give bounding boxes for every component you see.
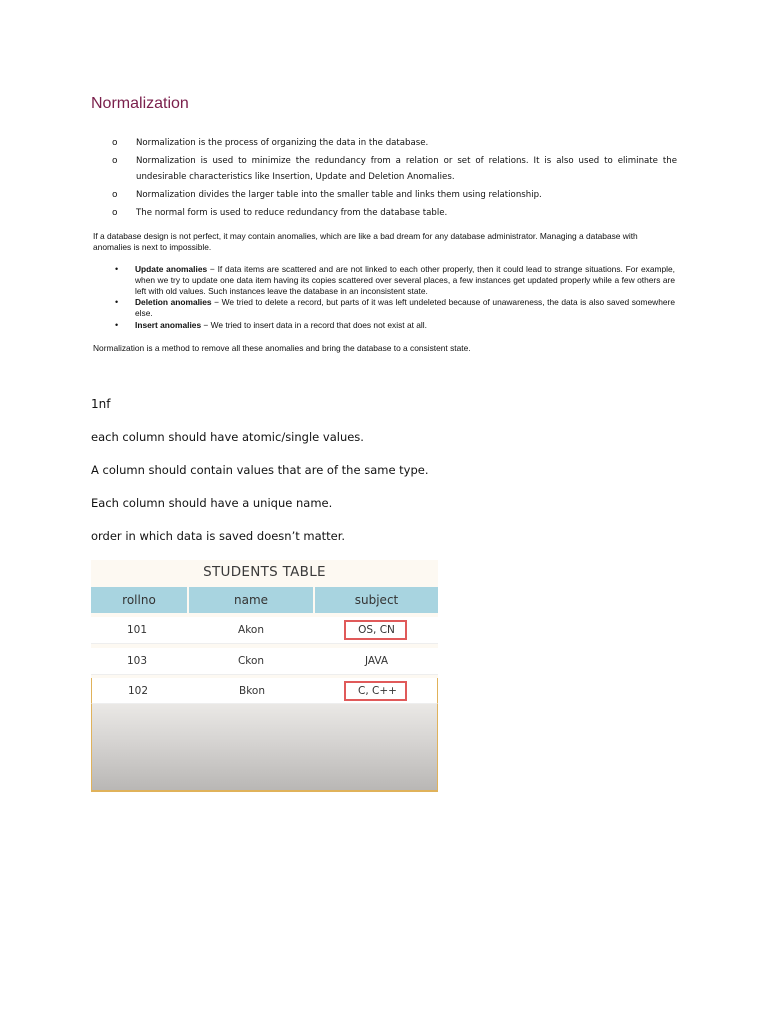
anomaly-term: Deletion anomalies: [135, 297, 212, 308]
bullet-marker: •: [115, 264, 119, 274]
highlight-box: [344, 620, 407, 640]
list-item-text: Normalization divides the larger table into the smaller table and links them using relationship.: [136, 190, 542, 200]
section-heading-1nf: 1nf: [91, 397, 111, 411]
closing-paragraph: Normalization is a method to remove all these anomalies and bring the database to a consistent state.: [93, 343, 471, 353]
list-item: [112, 153, 677, 185]
students-table-figure: [91, 560, 438, 792]
column-header-subject: subject: [315, 587, 438, 613]
list-item: [112, 205, 677, 221]
cell-name: Akon: [238, 624, 264, 636]
anomaly-list: [113, 264, 675, 332]
list-item-text: Normalization is used to minimize the redundancy from a relation or set of relations. It is also used to eliminate the undesirable characteristics like Insertion, Update and Deletion Anomalies.: [136, 156, 677, 182]
cell-subject: C, C++: [358, 685, 397, 697]
bullet-marker: •: [115, 297, 119, 308]
bullet-marker: o: [112, 156, 118, 166]
bullet-marker: •: [115, 319, 119, 330]
column-header-name: name: [189, 587, 313, 613]
table-row: [91, 648, 438, 675]
cell-rollno: 103: [126, 655, 148, 667]
cell-subject: OS, CN: [358, 624, 395, 636]
cell-name: Ckon: [237, 655, 265, 667]
intro-paragraph: If a database design is not perfect, it may contain anomalies, which are like a bad dream for any database administrator. Managing a database with anomalies is next to impossible.: [93, 231, 638, 252]
bullet-marker: o: [112, 190, 118, 200]
column-header-rollno: rollno: [91, 587, 187, 613]
page-title: Normalization: [91, 95, 189, 112]
anomaly-description: − We tried to delete a record, but parts of it was left undeleted because of unawareness, the data is also saved somewhere else.: [135, 297, 675, 319]
nf-rule: A column should contain values that are of the same type.: [91, 463, 429, 477]
list-item: [113, 264, 675, 296]
cell-rollno: 102: [127, 685, 149, 697]
anomaly-description: − If data items are scattered and are not linked to each other properly, then it could lead to strange situations. For example, when we try to update one data item having its copies scattered over several places, a few instances get updated properly while a few others are left with old values. Such instances leave the database in an inconsistent state.: [135, 264, 675, 296]
anomaly-term: Insert anomalies: [135, 319, 202, 330]
anomaly-term: Update anomalies: [135, 264, 208, 274]
table-caption: STUDENTS TABLE: [203, 564, 326, 580]
bullet-marker: o: [112, 138, 118, 148]
nf-rule: order in which data is saved doesn’t matter.: [91, 529, 346, 543]
nf-rule: each column should have atomic/single values.: [91, 430, 364, 444]
list-item: [112, 135, 677, 151]
cell-rollno: 101: [126, 624, 148, 636]
nf-rule: Each column should have a unique name.: [91, 496, 333, 510]
list-item: [113, 297, 675, 319]
list-item: [113, 320, 675, 331]
cell-name: Bkon: [239, 685, 265, 697]
list-item: [112, 187, 677, 203]
anomaly-description: − We tried to insert data in a record that does not exist at all.: [201, 319, 427, 330]
table-row: [91, 678, 438, 704]
list-item-text: Normalization is the process of organizing the data in the database.: [136, 138, 429, 148]
cell-subject: JAVA: [364, 655, 389, 667]
highlight-box: [344, 681, 407, 701]
table-row: [91, 617, 438, 644]
bullet-marker: o: [112, 208, 118, 218]
normalization-bullet-list: [112, 135, 677, 223]
list-item-text: The normal form is used to reduce redundancy from the database table.: [136, 208, 448, 218]
